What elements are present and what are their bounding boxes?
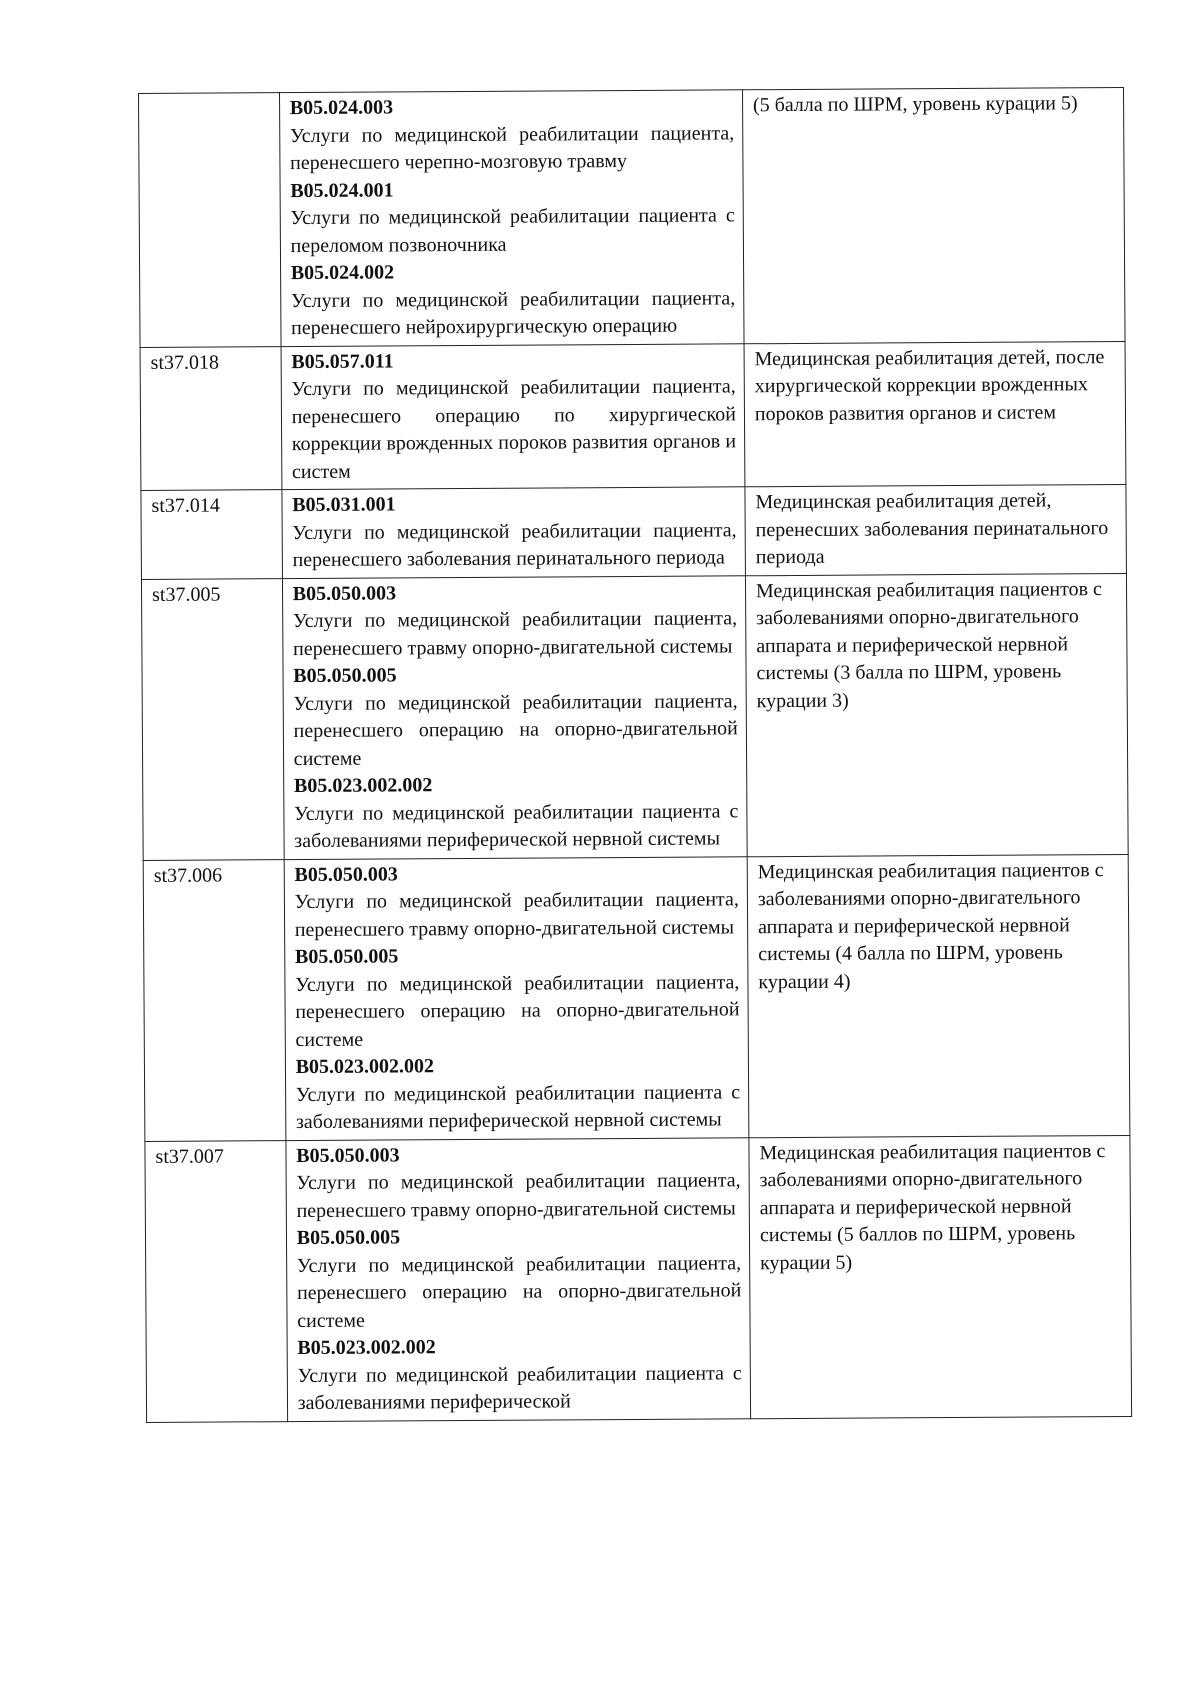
service-description: Услуги по медицинской реабилитации пациента, перенесшего операцию на опорно-двигательной системе xyxy=(295,970,740,1051)
service-code: B05.050.005 xyxy=(293,664,397,688)
services-cell xyxy=(286,1137,751,1421)
service-entry xyxy=(296,1051,741,1136)
service-entry xyxy=(297,1222,742,1335)
service-code: B05.031.001 xyxy=(292,493,396,517)
group-code-cell: st37.005 xyxy=(141,578,283,860)
group-code-cell: st37.007 xyxy=(145,1140,287,1422)
rehabilitation-profile-cell: (5 балла по ШРМ, уровень курации 5) xyxy=(742,87,1125,343)
table-body xyxy=(139,87,1132,1421)
service-code: B05.023.002.002 xyxy=(297,1336,436,1360)
service-code: B05.057.011 xyxy=(291,349,394,373)
table-row xyxy=(143,854,1130,1141)
service-code: B05.024.002 xyxy=(290,261,395,285)
services-cell xyxy=(284,856,749,1140)
service-description: Услуги по медицинской реабилитации пациента, перенесшего заболевания перинатального периода xyxy=(292,518,737,572)
service-code: B05.050.003 xyxy=(294,862,398,886)
service-entry xyxy=(293,578,738,663)
group-code-cell: st37.018 xyxy=(140,346,282,490)
service-description: Услуги по медицинской реабилитации пациента с заболеваниями периферической нервной системы xyxy=(295,1080,741,1134)
service-code: B05.050.003 xyxy=(292,581,397,605)
table-row xyxy=(141,484,1127,579)
rehabilitation-profile-cell: Медицинская реабилитация пациентов с заболеваниями опорно-двигательного аппарата и периферической нервной системы (4 балла по ШРМ, уровень курации 4) xyxy=(747,854,1130,1137)
services-cell xyxy=(279,90,744,346)
service-code: B05.050.003 xyxy=(296,1143,400,1167)
table-row xyxy=(141,573,1128,860)
service-code: B05.023.002.002 xyxy=(295,1055,435,1079)
table-row xyxy=(139,87,1126,347)
service-entry xyxy=(293,660,738,773)
service-description: Услуги по медицинской реабилитации пациента, перенесшего операцию по хирургической коррекции врожденных пороков развития органов и систем xyxy=(291,375,737,483)
services-cell xyxy=(282,575,747,859)
table-row xyxy=(140,341,1126,491)
service-code: B05.024.003 xyxy=(289,96,394,120)
service-description: Услуги по медицинской реабилитации пациента с заболеваниями периферической xyxy=(297,1361,742,1415)
service-entry xyxy=(290,175,735,260)
service-description: Услуги по медицинской реабилитации пациента, перенесшего травму опорно-двигательной системы xyxy=(294,888,739,941)
group-code-cell: st37.006 xyxy=(143,859,285,1141)
group-code-cell xyxy=(139,93,281,347)
table-row xyxy=(145,1135,1132,1422)
rehabilitation-services-table xyxy=(138,87,1132,1422)
rehabilitation-profile-cell: Медицинская реабилитация детей, перенесших заболевания перинатального периода xyxy=(745,484,1127,575)
service-entry xyxy=(296,1140,741,1225)
service-description: Услуги по медицинской реабилитации пациента с переломом позвоночника xyxy=(290,204,735,257)
rehabilitation-profile-cell: Медицинская реабилитация пациентов с заболеваниями опорно-двигательного аппарата и периферической нервной системы (3 балла по ШРМ, уровень курации 3) xyxy=(745,573,1128,856)
service-entry xyxy=(290,92,735,177)
service-description: Услуги по медицинской реабилитации пациента с заболеваниями периферической нервной системы xyxy=(294,799,739,853)
service-description: Услуги по медицинской реабилитации пациента, перенесшего травму опорно-двигательной системы xyxy=(296,1169,741,1222)
service-entry xyxy=(291,257,736,342)
service-description: Услуги по медицинской реабилитации пациента, перенесшего нейрохирургическую операцию xyxy=(290,286,736,340)
service-description: Услуги по медицинской реабилитации пациента, перенесшего травму опорно-двигательной системы xyxy=(292,607,738,660)
group-code-cell: st37.014 xyxy=(141,490,282,579)
service-code: B05.023.002.002 xyxy=(293,774,433,798)
service-entry xyxy=(291,346,736,486)
service-code: B05.024.001 xyxy=(290,178,394,202)
service-entry xyxy=(294,859,739,944)
service-entry xyxy=(292,489,737,574)
services-cell xyxy=(282,487,746,578)
rehabilitation-profile-cell: Медицинская реабилитация пациентов с заболеваниями опорно-двигательного аппарата и периферической нервной системы (5 баллов по ШРМ, уровень курации 5) xyxy=(749,1135,1132,1418)
service-description: Услуги по медицинской реабилитации пациента, перенесшего черепно-мозговую травму xyxy=(289,121,735,175)
service-entry xyxy=(295,941,740,1054)
service-description: Услуги по медицинской реабилитации пациента, перенесшего операцию на опорно-двигательной системе xyxy=(296,1251,742,1332)
service-code: B05.050.005 xyxy=(294,945,399,969)
rehabilitation-profile-cell: Медицинская реабилитация детей, после хирургической коррекции врожденных пороков развития органов и систем xyxy=(744,341,1126,487)
service-entry xyxy=(294,770,739,855)
services-cell xyxy=(281,343,745,489)
service-description: Услуги по медицинской реабилитации пациента, перенесшего операцию на опорно-двигательной системе xyxy=(293,689,738,770)
service-entry xyxy=(297,1332,742,1417)
service-code: B05.050.005 xyxy=(296,1226,401,1250)
